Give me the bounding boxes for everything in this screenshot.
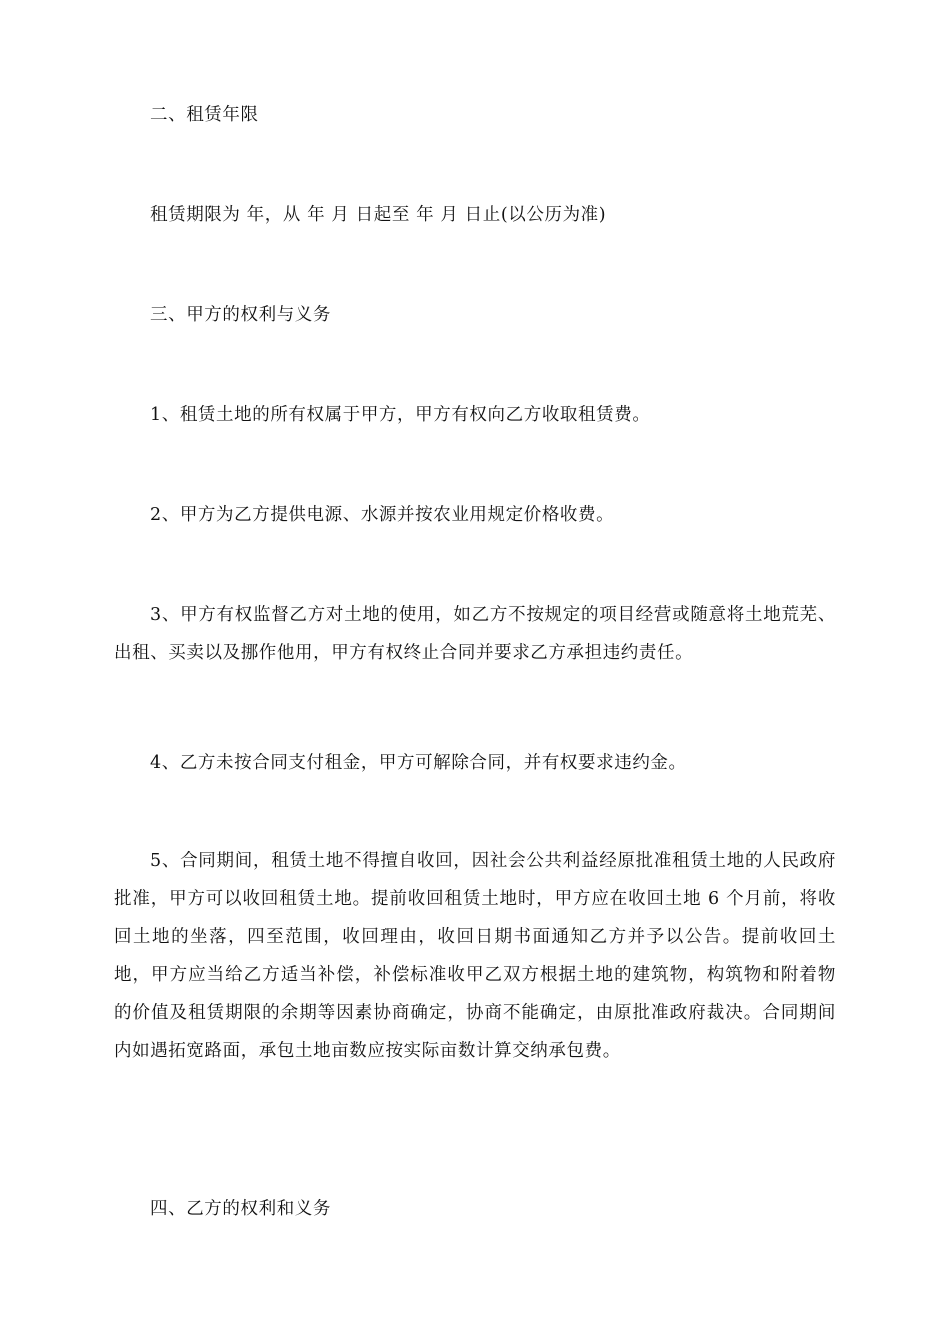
- section-heading-party-b-rights: 四、乙方的权利和义务: [150, 1199, 331, 1219]
- lease-period-paragraph: 租赁期限为 年，从 年 月 日起至 年 月 日止(以公历为准): [150, 205, 607, 225]
- section-heading-party-a-rights: 三、甲方的权利与义务: [150, 305, 331, 325]
- clause-4: 4、乙方未按合同支付租金，甲方可解除合同，并有权要求违约金。: [150, 753, 687, 773]
- clause-2: 2、甲方为乙方提供电源、水源并按农业用规定价格收费。: [150, 505, 615, 525]
- clause-3: 3、甲方有权监督乙方对土地的使用，如乙方不按规定的项目经营或随意将土地荒芜、出租、买卖以及挪作他用，甲方有权终止合同并要求乙方承担违约责任。: [114, 605, 836, 663]
- clause-1: 1、租赁土地的所有权属于甲方，甲方有权向乙方收取租赁费。: [150, 405, 651, 425]
- clause-5: 5、合同期间，租赁土地不得擅自收回，因社会公共利益经原批准租赁土地的人民政府批准，甲方可以收回租赁土地。提前收回租赁土地时，甲方应在收回土地 6 个月前，将收回土地的坐落，四至范围，收回理由，收回日期书面通知乙方并予以公告。提前收回土地，甲方应当给乙方适当补偿，补偿标准收甲乙双方根据土地的建筑物，构筑物和附着物的价值及租赁期限的余期等因素协商确定，协商不能确定，由原批准政府裁决。合同期间内如遇拓宽路面，承包土地亩数应按实际亩数计算交纳承包费。: [114, 851, 836, 1061]
- section-heading-lease-term: 二、租赁年限: [150, 105, 259, 125]
